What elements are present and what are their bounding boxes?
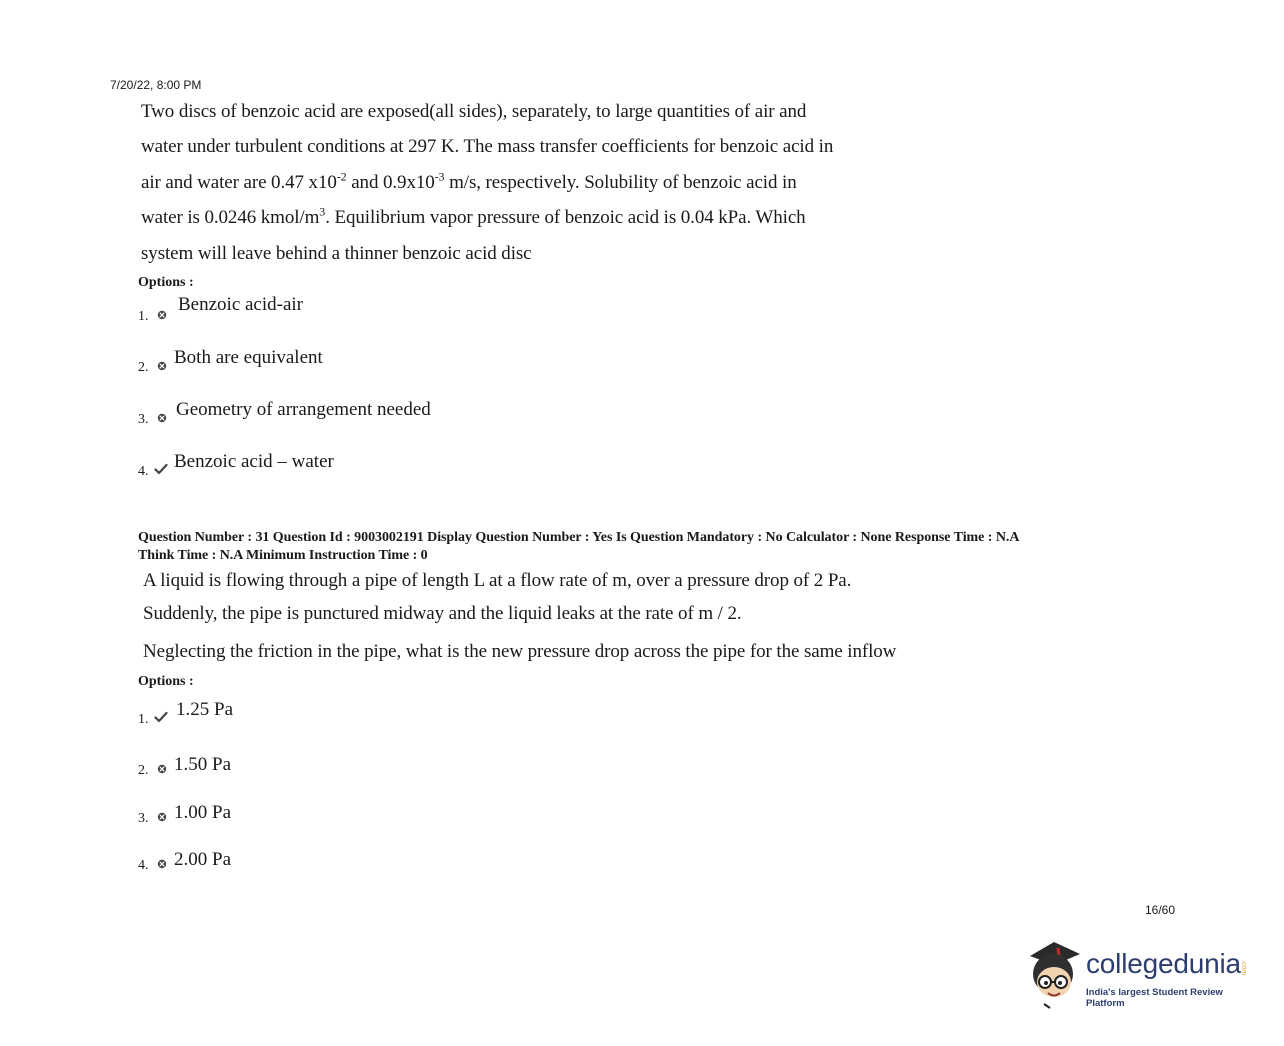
option-number: 3. (138, 412, 149, 427)
cross-icon (155, 762, 169, 781)
print-timestamp: 7/20/22, 8:00 PM (110, 78, 202, 92)
collegedunia-logo (1024, 938, 1254, 1010)
question-text-line: water is 0.0246 kmol/$m^3$. Equilibrium vapor pressure of benzoic acid is 0.04 kPa. Which (141, 204, 806, 228)
option-number: 3. (138, 811, 149, 826)
cross-icon (155, 810, 169, 829)
check-icon (154, 462, 168, 481)
option-text: 1.50 Pa (174, 754, 231, 775)
logo-wordmark: collegedunia (1086, 948, 1241, 979)
option-number: 1. (138, 712, 149, 727)
page-number: 16/60 (1145, 903, 1176, 917)
question-text-line: Neglecting the friction in the pipe, what is the new pressure drop across the pipe for the same inflow (143, 641, 897, 662)
option-text: 1.00 Pa (174, 802, 231, 823)
question-text-line: air and water are 0.47 $x10^{-2}$ and $0.9x10^{-3}$ m/s, respectively. Solubility of benzoic acid in (141, 169, 797, 193)
cross-icon (155, 411, 169, 430)
mascot-icon (1024, 938, 1084, 1010)
option-number: 4. (138, 464, 149, 479)
option-number: 1. (138, 309, 149, 324)
option-text: Both are equivalent (174, 347, 323, 368)
options-heading: Options : (138, 674, 194, 689)
question-meta: Think Time : N.A Minimum Instruction Time : 0 (138, 548, 428, 563)
logo-tagline: India's largest Student Review Platform (1086, 987, 1223, 1009)
option-number: 4. (138, 858, 149, 873)
option-text: Benzoic acid – water (174, 451, 334, 472)
question-text-line: system will leave behind a thinner benzoic acid disc (141, 243, 532, 264)
question-text-line: water under turbulent conditions at 297 K. The mass transfer coefficients for benzoic acid in (141, 136, 834, 157)
question-text-line: Two discs of benzoic acid are exposed(all sides), separately, to large quantities of air and (141, 101, 807, 122)
options-heading: Options : (138, 275, 194, 290)
cross-icon (155, 308, 169, 327)
question-meta: Question Number : 31 Question Id : 9003002191 Display Question Number : Yes Is Question Mandatory : No Calculator : None Response Time : N.A (138, 530, 1020, 545)
cross-icon (155, 857, 169, 876)
check-icon (154, 710, 168, 729)
logo-suffix: .com (1240, 960, 1247, 976)
question-text-line: Suddenly, the pipe is punctured midway and the liquid leaks at the rate of m / 2. (143, 603, 742, 624)
question-text-line: A liquid is flowing through a pipe of length L at a flow rate of m, over a pressure drop of 2 Pa. (143, 570, 852, 591)
option-text: Geometry of arrangement needed (176, 399, 431, 420)
option-number: 2. (138, 360, 149, 375)
option-text: 2.00 Pa (174, 849, 231, 870)
option-text: Benzoic acid-air (178, 294, 304, 315)
cross-icon (155, 359, 169, 378)
option-number: 2. (138, 763, 149, 778)
option-text: 1.25 Pa (176, 699, 233, 720)
